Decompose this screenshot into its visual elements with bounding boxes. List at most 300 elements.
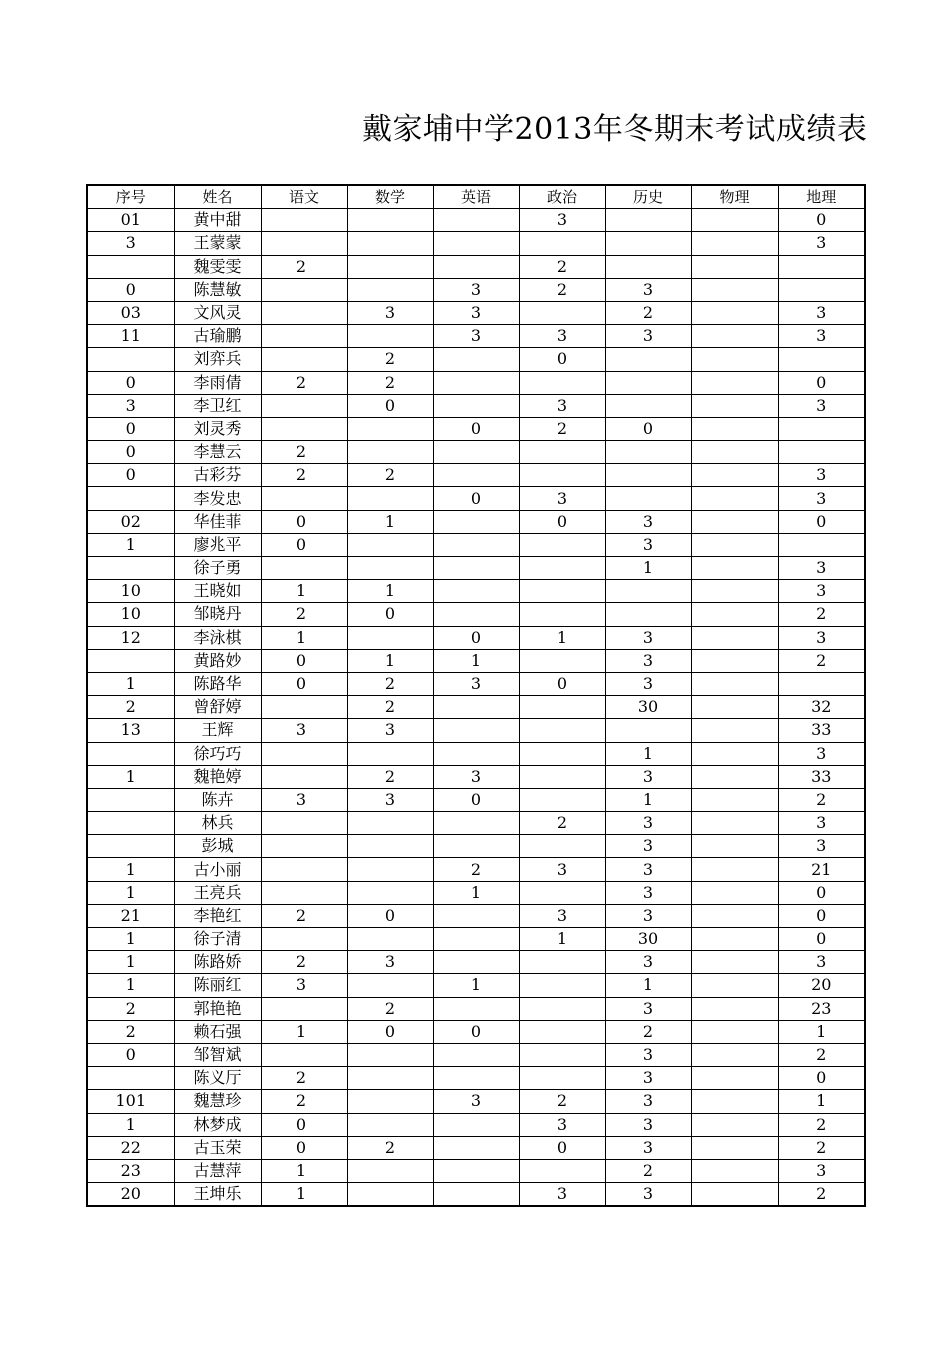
chinese-cell — [261, 881, 347, 904]
physics-cell — [691, 1113, 778, 1136]
politics-cell: 3 — [519, 394, 605, 417]
history-cell: 3 — [605, 904, 691, 927]
math-cell — [347, 278, 433, 301]
physics-cell — [691, 417, 778, 440]
physics-cell — [691, 649, 778, 672]
geography-cell: 3 — [778, 951, 865, 974]
header-name: 姓名 — [174, 185, 261, 209]
politics-cell — [519, 742, 605, 765]
table-row — [87, 603, 865, 626]
seq-cell — [87, 348, 174, 371]
name-cell: 徐子清 — [174, 928, 261, 951]
english-cell: 0 — [433, 626, 519, 649]
geography-cell: 20 — [778, 974, 865, 997]
table-row — [87, 1113, 865, 1136]
english-cell: 1 — [433, 974, 519, 997]
table-body — [87, 209, 865, 1207]
history-cell: 3 — [605, 1067, 691, 1090]
math-cell: 0 — [347, 1020, 433, 1043]
seq-cell: 13 — [87, 719, 174, 742]
geography-cell: 21 — [778, 858, 865, 881]
politics-cell: 2 — [519, 255, 605, 278]
seq-cell: 3 — [87, 232, 174, 255]
politics-cell — [519, 557, 605, 580]
physics-cell — [691, 928, 778, 951]
math-cell — [347, 232, 433, 255]
chinese-cell — [261, 325, 347, 348]
english-cell — [433, 904, 519, 927]
english-cell: 3 — [433, 765, 519, 788]
table-row — [87, 742, 865, 765]
politics-cell — [519, 951, 605, 974]
header-chinese: 语文 — [261, 185, 347, 209]
english-cell — [433, 394, 519, 417]
chinese-cell — [261, 928, 347, 951]
table-row — [87, 788, 865, 811]
physics-cell — [691, 951, 778, 974]
history-cell — [605, 487, 691, 510]
politics-cell — [519, 788, 605, 811]
history-cell: 2 — [605, 301, 691, 324]
history-cell — [605, 441, 691, 464]
table-row — [87, 1136, 865, 1159]
physics-cell — [691, 765, 778, 788]
table-row — [87, 928, 865, 951]
seq-cell: 22 — [87, 1136, 174, 1159]
name-cell: 陈慧敏 — [174, 278, 261, 301]
name-cell: 彭城 — [174, 835, 261, 858]
table-row — [87, 904, 865, 927]
table-row — [87, 394, 865, 417]
chinese-cell: 0 — [261, 533, 347, 556]
geography-cell — [778, 255, 865, 278]
chinese-cell: 1 — [261, 580, 347, 603]
history-cell: 3 — [605, 951, 691, 974]
geography-cell: 0 — [778, 928, 865, 951]
name-cell: 林兵 — [174, 812, 261, 835]
english-cell: 2 — [433, 858, 519, 881]
seq-cell: 12 — [87, 626, 174, 649]
physics-cell — [691, 487, 778, 510]
chinese-cell — [261, 348, 347, 371]
name-cell: 王坤乐 — [174, 1183, 261, 1207]
seq-cell: 0 — [87, 417, 174, 440]
history-cell — [605, 719, 691, 742]
english-cell: 3 — [433, 672, 519, 695]
table-row — [87, 835, 865, 858]
seq-cell — [87, 835, 174, 858]
math-cell: 2 — [347, 997, 433, 1020]
name-cell: 郭艳艳 — [174, 997, 261, 1020]
seq-cell: 1 — [87, 858, 174, 881]
math-cell: 2 — [347, 1136, 433, 1159]
chinese-cell: 2 — [261, 464, 347, 487]
physics-cell — [691, 325, 778, 348]
seq-cell: 1 — [87, 881, 174, 904]
history-cell — [605, 255, 691, 278]
seq-cell — [87, 742, 174, 765]
table-row — [87, 209, 865, 232]
math-cell: 1 — [347, 580, 433, 603]
english-cell — [433, 742, 519, 765]
geography-cell: 2 — [778, 1183, 865, 1207]
chinese-cell: 2 — [261, 371, 347, 394]
name-cell: 古小丽 — [174, 858, 261, 881]
physics-cell — [691, 301, 778, 324]
header-physics: 物理 — [691, 185, 778, 209]
geography-cell: 2 — [778, 1113, 865, 1136]
name-cell: 魏雯雯 — [174, 255, 261, 278]
table-row — [87, 1090, 865, 1113]
chinese-cell: 1 — [261, 1183, 347, 1207]
header-math: 数学 — [347, 185, 433, 209]
chinese-cell — [261, 301, 347, 324]
politics-cell: 2 — [519, 812, 605, 835]
english-cell — [433, 1183, 519, 1207]
table-row — [87, 951, 865, 974]
geography-cell: 1 — [778, 1020, 865, 1043]
name-cell: 王蒙蒙 — [174, 232, 261, 255]
name-cell: 陈路娇 — [174, 951, 261, 974]
politics-cell — [519, 1067, 605, 1090]
english-cell: 3 — [433, 1090, 519, 1113]
table-row — [87, 1020, 865, 1043]
physics-cell — [691, 557, 778, 580]
chinese-cell: 2 — [261, 441, 347, 464]
history-cell: 30 — [605, 696, 691, 719]
geography-cell — [778, 278, 865, 301]
table-row — [87, 1183, 865, 1207]
physics-cell — [691, 974, 778, 997]
table-row — [87, 881, 865, 904]
history-cell: 3 — [605, 1043, 691, 1066]
politics-cell — [519, 997, 605, 1020]
history-cell: 30 — [605, 928, 691, 951]
seq-cell: 1 — [87, 765, 174, 788]
name-cell: 廖兆平 — [174, 533, 261, 556]
name-cell: 古玉荣 — [174, 1136, 261, 1159]
english-cell — [433, 1067, 519, 1090]
english-cell — [433, 835, 519, 858]
politics-cell — [519, 232, 605, 255]
name-cell: 李雨倩 — [174, 371, 261, 394]
math-cell — [347, 441, 433, 464]
math-cell — [347, 533, 433, 556]
politics-cell: 3 — [519, 1183, 605, 1207]
politics-cell: 1 — [519, 928, 605, 951]
chinese-cell: 1 — [261, 1020, 347, 1043]
history-cell: 3 — [605, 626, 691, 649]
geography-cell: 3 — [778, 557, 865, 580]
geography-cell: 3 — [778, 580, 865, 603]
politics-cell: 2 — [519, 417, 605, 440]
geography-cell: 3 — [778, 835, 865, 858]
seq-cell: 2 — [87, 696, 174, 719]
table-header-row — [87, 185, 865, 209]
name-cell: 文风灵 — [174, 301, 261, 324]
table-row — [87, 1067, 865, 1090]
seq-cell: 0 — [87, 441, 174, 464]
geography-cell: 0 — [778, 904, 865, 927]
history-cell — [605, 603, 691, 626]
english-cell — [433, 580, 519, 603]
name-cell: 华佳菲 — [174, 510, 261, 533]
geography-cell: 3 — [778, 1159, 865, 1182]
chinese-cell — [261, 209, 347, 232]
physics-cell — [691, 719, 778, 742]
history-cell: 3 — [605, 812, 691, 835]
chinese-cell: 2 — [261, 603, 347, 626]
math-cell: 0 — [347, 394, 433, 417]
name-cell: 赖石强 — [174, 1020, 261, 1043]
physics-cell — [691, 464, 778, 487]
chinese-cell — [261, 858, 347, 881]
math-cell — [347, 1113, 433, 1136]
english-cell: 1 — [433, 881, 519, 904]
english-cell: 0 — [433, 788, 519, 811]
table-row — [87, 626, 865, 649]
geography-cell: 23 — [778, 997, 865, 1020]
math-cell — [347, 626, 433, 649]
physics-cell — [691, 858, 778, 881]
history-cell — [605, 232, 691, 255]
table-row — [87, 719, 865, 742]
physics-cell — [691, 580, 778, 603]
chinese-cell — [261, 997, 347, 1020]
header-geography: 地理 — [778, 185, 865, 209]
seq-cell: 101 — [87, 1090, 174, 1113]
geography-cell: 2 — [778, 1136, 865, 1159]
header-history: 历史 — [605, 185, 691, 209]
chinese-cell — [261, 812, 347, 835]
physics-cell — [691, 696, 778, 719]
english-cell: 0 — [433, 487, 519, 510]
seq-cell: 11 — [87, 325, 174, 348]
seq-cell: 2 — [87, 997, 174, 1020]
math-cell — [347, 812, 433, 835]
history-cell — [605, 371, 691, 394]
name-cell: 李卫红 — [174, 394, 261, 417]
physics-cell — [691, 788, 778, 811]
table-row — [87, 487, 865, 510]
name-cell: 王辉 — [174, 719, 261, 742]
math-cell — [347, 742, 433, 765]
math-cell — [347, 557, 433, 580]
seq-cell: 20 — [87, 1183, 174, 1207]
english-cell — [433, 603, 519, 626]
geography-cell: 3 — [778, 232, 865, 255]
chinese-cell — [261, 232, 347, 255]
physics-cell — [691, 1090, 778, 1113]
name-cell: 李艳红 — [174, 904, 261, 927]
name-cell: 魏慧珍 — [174, 1090, 261, 1113]
physics-cell — [691, 255, 778, 278]
seq-cell: 1 — [87, 928, 174, 951]
math-cell: 2 — [347, 371, 433, 394]
history-cell: 1 — [605, 557, 691, 580]
seq-cell: 0 — [87, 371, 174, 394]
chinese-cell: 2 — [261, 951, 347, 974]
chinese-cell: 2 — [261, 904, 347, 927]
english-cell — [433, 1113, 519, 1136]
table-row — [87, 557, 865, 580]
physics-cell — [691, 232, 778, 255]
politics-cell: 3 — [519, 487, 605, 510]
english-cell — [433, 1159, 519, 1182]
geography-cell: 32 — [778, 696, 865, 719]
english-cell — [433, 209, 519, 232]
politics-cell — [519, 649, 605, 672]
physics-cell — [691, 1020, 778, 1043]
history-cell: 3 — [605, 881, 691, 904]
history-cell: 3 — [605, 649, 691, 672]
seq-cell: 03 — [87, 301, 174, 324]
name-cell: 黄路妙 — [174, 649, 261, 672]
math-cell: 3 — [347, 788, 433, 811]
geography-cell: 0 — [778, 1067, 865, 1090]
physics-cell — [691, 1159, 778, 1182]
header-english: 英语 — [433, 185, 519, 209]
politics-cell — [519, 835, 605, 858]
chinese-cell: 0 — [261, 672, 347, 695]
physics-cell — [691, 904, 778, 927]
english-cell — [433, 557, 519, 580]
chinese-cell: 0 — [261, 1136, 347, 1159]
seq-cell — [87, 255, 174, 278]
math-cell — [347, 487, 433, 510]
geography-cell: 33 — [778, 719, 865, 742]
chinese-cell — [261, 1043, 347, 1066]
math-cell: 3 — [347, 719, 433, 742]
seq-cell — [87, 649, 174, 672]
seq-cell: 1 — [87, 533, 174, 556]
english-cell — [433, 533, 519, 556]
name-cell: 陈路华 — [174, 672, 261, 695]
geography-cell: 3 — [778, 742, 865, 765]
politics-cell: 3 — [519, 325, 605, 348]
math-cell: 2 — [347, 348, 433, 371]
seq-cell: 0 — [87, 464, 174, 487]
geography-cell: 3 — [778, 464, 865, 487]
seq-cell — [87, 487, 174, 510]
politics-cell — [519, 533, 605, 556]
chinese-cell: 2 — [261, 255, 347, 278]
seq-cell: 02 — [87, 510, 174, 533]
seq-cell: 1 — [87, 1113, 174, 1136]
geography-cell: 0 — [778, 209, 865, 232]
header-seq: 序号 — [87, 185, 174, 209]
history-cell: 3 — [605, 278, 691, 301]
chinese-cell: 2 — [261, 1090, 347, 1113]
physics-cell — [691, 672, 778, 695]
math-cell — [347, 1159, 433, 1182]
name-cell: 李发忠 — [174, 487, 261, 510]
table-row — [87, 672, 865, 695]
name-cell: 曾舒婷 — [174, 696, 261, 719]
history-cell: 3 — [605, 533, 691, 556]
math-cell: 1 — [347, 649, 433, 672]
geography-cell — [778, 672, 865, 695]
geography-cell: 3 — [778, 812, 865, 835]
math-cell — [347, 1043, 433, 1066]
math-cell — [347, 325, 433, 348]
math-cell — [347, 1090, 433, 1113]
math-cell: 0 — [347, 603, 433, 626]
history-cell: 1 — [605, 742, 691, 765]
table-row — [87, 812, 865, 835]
politics-cell — [519, 765, 605, 788]
history-cell — [605, 464, 691, 487]
geography-cell: 0 — [778, 510, 865, 533]
math-cell — [347, 417, 433, 440]
table-row — [87, 232, 865, 255]
name-cell: 邹智斌 — [174, 1043, 261, 1066]
physics-cell — [691, 441, 778, 464]
seq-cell: 10 — [87, 603, 174, 626]
seq-cell: 01 — [87, 209, 174, 232]
english-cell: 3 — [433, 301, 519, 324]
name-cell: 徐子勇 — [174, 557, 261, 580]
chinese-cell — [261, 835, 347, 858]
history-cell — [605, 394, 691, 417]
name-cell: 古彩芬 — [174, 464, 261, 487]
geography-cell: 3 — [778, 626, 865, 649]
politics-cell: 0 — [519, 1136, 605, 1159]
table-row — [87, 325, 865, 348]
english-cell — [433, 951, 519, 974]
name-cell: 王晓如 — [174, 580, 261, 603]
politics-cell: 3 — [519, 1113, 605, 1136]
chinese-cell: 3 — [261, 719, 347, 742]
politics-cell: 0 — [519, 672, 605, 695]
table-row — [87, 510, 865, 533]
english-cell: 3 — [433, 278, 519, 301]
math-cell — [347, 1183, 433, 1207]
english-cell — [433, 371, 519, 394]
seq-cell: 0 — [87, 278, 174, 301]
physics-cell — [691, 1183, 778, 1207]
history-cell: 3 — [605, 325, 691, 348]
seq-cell — [87, 812, 174, 835]
geography-cell — [778, 348, 865, 371]
physics-cell — [691, 348, 778, 371]
politics-cell: 2 — [519, 1090, 605, 1113]
english-cell — [433, 441, 519, 464]
physics-cell — [691, 881, 778, 904]
geography-cell: 3 — [778, 325, 865, 348]
name-cell: 黄中甜 — [174, 209, 261, 232]
chinese-cell — [261, 417, 347, 440]
english-cell — [433, 1043, 519, 1066]
math-cell — [347, 974, 433, 997]
chinese-cell: 0 — [261, 1113, 347, 1136]
chinese-cell — [261, 765, 347, 788]
geography-cell: 3 — [778, 301, 865, 324]
politics-cell — [519, 1020, 605, 1043]
seq-cell: 2 — [87, 1020, 174, 1043]
chinese-cell — [261, 487, 347, 510]
name-cell: 林梦成 — [174, 1113, 261, 1136]
chinese-cell: 0 — [261, 510, 347, 533]
table-row — [87, 278, 865, 301]
name-cell: 王亮兵 — [174, 881, 261, 904]
math-cell — [347, 928, 433, 951]
math-cell — [347, 255, 433, 278]
physics-cell — [691, 278, 778, 301]
history-cell: 3 — [605, 835, 691, 858]
seq-cell: 3 — [87, 394, 174, 417]
history-cell: 3 — [605, 765, 691, 788]
